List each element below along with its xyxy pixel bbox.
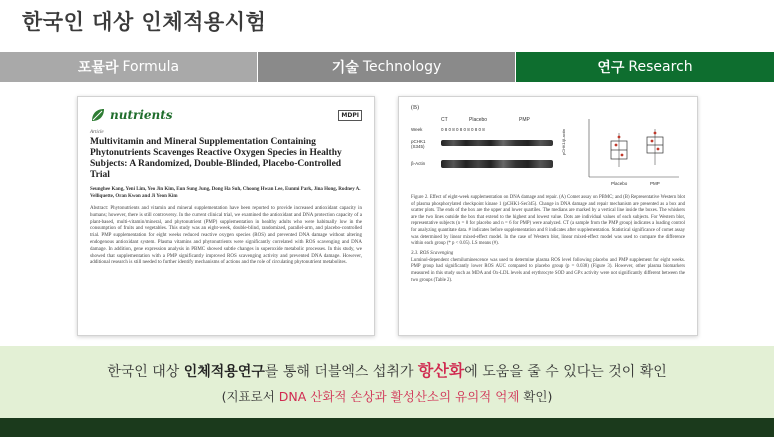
summary-text: 확인) <box>519 389 553 404</box>
paper-abstract: Abstract: Phytonutrients and vitamin and mineral supplementation have been reported to provide increased antioxidant capacity in humans; however, there is still controversy. In the current clinical trial, we examined the antioxidant and DNA protection capacity of a plant-based, multi-vitamin/mineral, and phytonutrient (PMP) supplementation in healthy adults who were habitually low in the consumption of fruits and vegetables. This study was an eight-week, double-blind, randomized, parallel-arm, and placebo-controlled trial. PMP supplementation for eight weeks reduced reactive oxygen species (ROS) and prevented DNA damage without altering endogenous antioxidant system. Plasma vitamins and phytonutrients were significantly correlated with ROS scavenging and DNA damage. In addition, gene expression analysis in PBMC showed subtle changes in superoxide metabolic processes. In this study, we showed that supplementation with a PMP significantly improved ROS scavenging activity and prevented DNA damage. However, additional research is still needed to further identify mechanisms of actions and the role of circulating phytonutrient metabolites. <box>90 206 362 266</box>
blot-band-actin <box>441 160 553 168</box>
summary-line-2 <box>0 387 774 405</box>
paper-authors: Seunghee Kang, Yeni Lim, Yeo Jin Kim, Eun Sung Jung, Dong Ha Suh, Choong Hwan Lee, Eunmi Park, Jina Hong, Rodney A. Velliquette, Oran Kwon and Ji Yeon Kim <box>90 187 361 199</box>
blot-week-label: Week <box>411 127 423 132</box>
tab-technology[interactable] <box>258 52 516 82</box>
summary-banner <box>0 346 774 418</box>
summary-line-1 <box>0 358 774 381</box>
journal-name: nutrients <box>110 108 173 122</box>
page-title: 한국인 대상 인체적용시험 <box>22 10 267 34</box>
section-tabs <box>0 52 774 82</box>
blot-row-actin: β-Actin <box>411 161 426 166</box>
tab-technology-en: Technology <box>362 59 442 75</box>
summary-text: 에 도움을 줄 수 있다는 것이 확인 <box>464 364 667 380</box>
summary-text: 한국인 대상 <box>107 364 184 380</box>
figure-panel-label: (B) <box>411 105 419 111</box>
blot-band-pchk1 <box>441 140 553 146</box>
western-blot <box>411 115 559 191</box>
boxplot-svg <box>559 115 685 191</box>
boxplot <box>559 115 685 191</box>
tab-formula-ko: 포뮬라 <box>77 60 119 76</box>
figure-caption: Figure 2. Effect of eight-week supplementation on DNA damage and repair. (A) Comet assay on PBMC; and (B) Representative Western blot of plasma phosphorylated checkpoint kinase 1 (pCHK1-Ser345). Change in DNA damage and repair mechanism are presented as a box and scatter plots. The ends of the box are the upper and lower quartiles. The medians are marked by a vertical line inside the boxes. The whiskers are the two lines outside the box that extend to the highest and lowest value. Dots are individual values of each subjects. For Western blot, representative subjects (n = 8 for placebo and n = 6 for PMP) were analyzed. CT (a sample from the PMP group) indicates a loading control for analyzing quantitate data. # indicates before supplementation and 8 indicates after supplementation. Statistical significance of comet assay was determined by linear mixed-effect model. In the case of Western blot, linear mixed-effect model was used to compare the difference within each group (* p < 0.05). LS means (#). <box>411 195 685 247</box>
boxplot-xlabel-placebo: Placebo <box>611 181 628 186</box>
tab-research[interactable] <box>516 52 774 82</box>
section-heading: 3.3. ROS Scavenging <box>411 250 454 256</box>
blot-group-placebo: Placebo <box>469 117 488 123</box>
section-body: Luminol-dependent chemiluminescence was used to determine plasma ROS level following placebo and PMP supplement for eight weeks. PMP group had significantly lower ROS AUC compared to placebo group (p = 0.038) (Figure 3). However, other plasma biomarkers measured in this study such as MDA and Ox-LDL levels and erythrocyte SOD and GPx activity were not significantly different between the two groups (Table 2). <box>411 257 685 283</box>
publisher-logo: MDPI <box>338 110 362 121</box>
blot-group-pmp: PMP <box>519 117 530 123</box>
tab-technology-ko: 기술 <box>331 60 359 76</box>
footer-bar <box>0 418 774 437</box>
summary-emphasis: 인체적용연구 <box>183 364 265 380</box>
journal-header <box>90 105 362 125</box>
summary-highlight: DNA 산화적 손상과 활성산소의 유의적 억제 <box>278 389 520 404</box>
blot-row-pchk1: pCHK1 (S345) <box>411 139 426 149</box>
leaf-icon <box>90 107 106 123</box>
tab-formula-en: Formula <box>122 59 180 75</box>
paper-first-page <box>77 96 375 336</box>
summary-text: 를 통해 더블엑스 섭취가 <box>264 364 418 380</box>
figure-2 <box>411 115 685 191</box>
paper-title: Multivitamin and Mineral Supplementation Containing Phytonutrients Scavenges Reactive Oxygen Species in Healthy Subjects: A Randomized, Double-Blinded, Placebo-Controlled Trial <box>90 137 342 180</box>
tab-research-ko: 연구 <box>597 60 625 76</box>
tab-formula[interactable] <box>0 52 258 82</box>
summary-text: (지표로서 <box>221 389 279 404</box>
article-type: Article <box>90 130 104 135</box>
boxplot-ylabel: pCHK1/β-actin <box>561 128 566 155</box>
tab-research-en: Research <box>628 59 693 75</box>
boxplot-xlabel-pmp: PMP <box>650 181 660 186</box>
summary-highlight: 항산화 <box>417 361 465 380</box>
blot-week-values: 0 8 0 8 0 8 0 8 0 8 0 8 <box>441 127 485 132</box>
paper-figure-page <box>398 96 698 336</box>
blot-group-ct: CT <box>441 117 448 123</box>
